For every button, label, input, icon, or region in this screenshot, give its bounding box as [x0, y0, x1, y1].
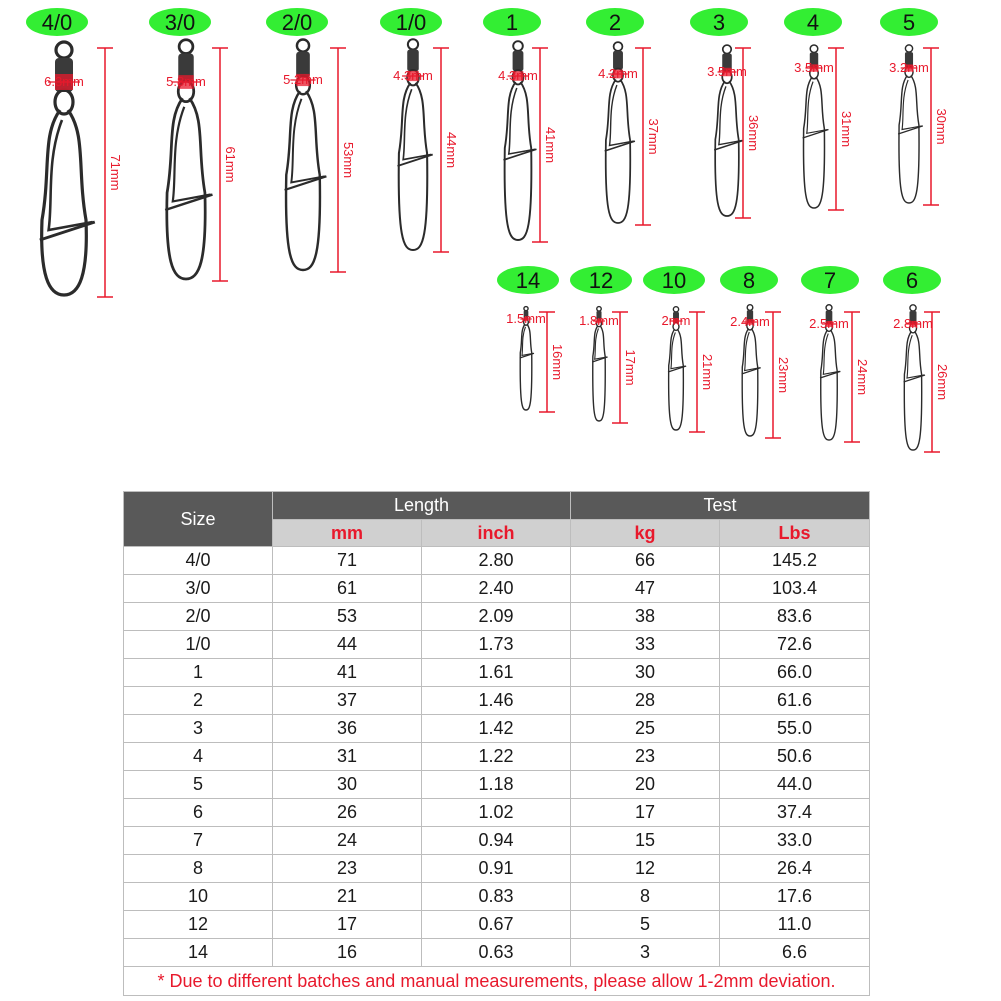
swivel-item — [149, 8, 238, 281]
swivel-item — [883, 266, 950, 452]
test-header: Test — [571, 492, 870, 520]
swivel-item — [570, 266, 638, 423]
mm-cell: 37 — [273, 687, 422, 715]
length-label: 37mm — [646, 118, 661, 155]
inch-cell: 1.73 — [422, 631, 571, 659]
swivel-item — [483, 8, 558, 242]
inch-cell: 2.09 — [422, 603, 571, 631]
length-label: 23mm — [776, 356, 791, 394]
inch-cell: 0.67 — [422, 911, 571, 939]
lbs-cell: 72.6 — [720, 631, 870, 659]
mm-cell: 16 — [273, 939, 422, 967]
lbs-cell: 11.0 — [720, 911, 870, 939]
mm-cell: 17 — [273, 911, 422, 939]
lbs-cell: 145.2 — [720, 547, 870, 575]
size-badge-label: 1 — [505, 10, 519, 35]
size-badge-label: 14 — [515, 268, 541, 293]
width-label: 4.2mm — [598, 66, 638, 81]
length-label: 17mm — [623, 349, 638, 386]
inch-cell: 0.91 — [422, 855, 571, 883]
swivel-item — [497, 266, 565, 412]
table-row — [124, 799, 870, 827]
kg-cell: 17 — [571, 799, 720, 827]
size-badge-label: 1/0 — [395, 10, 427, 35]
kg-cell: 12 — [571, 855, 720, 883]
inch-cell: 0.63 — [422, 939, 571, 967]
mm-cell: 71 — [273, 547, 422, 575]
inch-cell: 1.02 — [422, 799, 571, 827]
swivel-item — [720, 266, 791, 438]
width-label: 1.5mm — [506, 311, 546, 326]
mm-cell: 36 — [273, 715, 422, 743]
lbs-cell: 61.6 — [720, 687, 870, 715]
inch-cell: 1.61 — [422, 659, 571, 687]
lbs-cell: 37.4 — [720, 799, 870, 827]
size-badge-label: 4 — [806, 10, 820, 35]
size-badge-label: 7 — [823, 268, 837, 293]
length-label: 53mm — [341, 141, 356, 179]
size-badge-label: 2/0 — [281, 10, 313, 35]
table-row — [124, 939, 870, 967]
lbs-cell: 6.6 — [720, 939, 870, 967]
kg-cell: 66 — [571, 547, 720, 575]
swivel-size-illustration — [0, 0, 1001, 480]
length-label: 44mm — [444, 131, 459, 169]
table-row — [124, 547, 870, 575]
kg-cell: 33 — [571, 631, 720, 659]
kg-cell: 23 — [571, 743, 720, 771]
inch-cell: 1.46 — [422, 687, 571, 715]
swivel-item — [643, 266, 715, 432]
size-badge-label: 4/0 — [41, 10, 73, 35]
size-cell: 1 — [124, 659, 273, 687]
size-cell: 14 — [124, 939, 273, 967]
size-badge-label: 3/0 — [164, 10, 196, 35]
length-label: 71mm — [108, 154, 123, 191]
lbs-cell: 83.6 — [720, 603, 870, 631]
length-header: Length — [273, 492, 571, 520]
swivel-item — [266, 8, 356, 272]
lbs-cell: 103.4 — [720, 575, 870, 603]
kg-header: kg — [571, 520, 720, 547]
length-label: 26mm — [935, 363, 950, 401]
mm-cell: 26 — [273, 799, 422, 827]
width-label: 2.5mm — [809, 316, 849, 331]
width-label: 3.5mm — [794, 60, 834, 75]
mm-cell: 41 — [273, 659, 422, 687]
width-label: 2mm — [661, 313, 691, 328]
swivel-item — [690, 8, 761, 218]
inch-cell: 1.42 — [422, 715, 571, 743]
width-label: 1.8mm — [579, 313, 619, 328]
deviation-note: * Due to different batches and manual measurements, please allow 1-2mm deviation. — [124, 967, 870, 996]
swivel-item — [380, 8, 459, 252]
size-cell: 10 — [124, 883, 273, 911]
width-label: 2.8mm — [893, 316, 933, 331]
length-label: 36mm — [746, 114, 761, 152]
inch-cell: 1.22 — [422, 743, 571, 771]
length-label: 61mm — [223, 146, 238, 183]
mm-cell: 21 — [273, 883, 422, 911]
size-badge-label: 2 — [608, 10, 622, 35]
size-badge-label: 6 — [905, 268, 919, 293]
size-cell: 3/0 — [124, 575, 273, 603]
table-row — [124, 631, 870, 659]
size-cell: 8 — [124, 855, 273, 883]
table-row — [124, 911, 870, 939]
lbs-cell: 26.4 — [720, 855, 870, 883]
kg-cell: 5 — [571, 911, 720, 939]
kg-cell: 3 — [571, 939, 720, 967]
width-label: 5.2mm — [283, 72, 323, 87]
size-header: Size — [124, 492, 273, 547]
width-label: 4.3mm — [393, 68, 433, 83]
size-badge-label: 10 — [661, 268, 687, 293]
lbs-cell: 33.0 — [720, 827, 870, 855]
lbs-header: Lbs — [720, 520, 870, 547]
length-label: 41mm — [543, 126, 558, 164]
width-label: 6.3mm — [44, 74, 84, 89]
kg-cell: 20 — [571, 771, 720, 799]
kg-cell: 15 — [571, 827, 720, 855]
table-row — [124, 603, 870, 631]
size-badge-label: 8 — [742, 268, 756, 293]
length-label: 16mm — [550, 343, 565, 381]
size-badge-label: 3 — [712, 10, 726, 35]
inch-cell: 1.18 — [422, 771, 571, 799]
table-body — [124, 547, 870, 967]
swivel-item — [801, 266, 870, 442]
size-cell: 2 — [124, 687, 273, 715]
length-label: 21mm — [700, 353, 715, 391]
mm-cell: 61 — [273, 575, 422, 603]
kg-cell: 28 — [571, 687, 720, 715]
size-cell: 4/0 — [124, 547, 273, 575]
kg-cell: 38 — [571, 603, 720, 631]
width-label: 3.5mm — [707, 64, 747, 79]
lbs-cell: 55.0 — [720, 715, 870, 743]
inch-cell: 0.83 — [422, 883, 571, 911]
size-spec-table — [123, 491, 870, 996]
width-label: 2.4mm — [730, 314, 770, 329]
inch-cell: 0.94 — [422, 827, 571, 855]
mm-cell: 53 — [273, 603, 422, 631]
table-row — [124, 659, 870, 687]
size-cell: 5 — [124, 771, 273, 799]
kg-cell: 8 — [571, 883, 720, 911]
length-label: 31mm — [839, 110, 854, 148]
size-badge-label: 12 — [588, 268, 614, 293]
swivel-item — [26, 8, 123, 297]
lbs-cell: 17.6 — [720, 883, 870, 911]
width-label: 5.8mm — [166, 74, 206, 89]
length-label: 30mm — [934, 108, 949, 145]
table-row — [124, 715, 870, 743]
width-label: 3.2mm — [889, 60, 929, 75]
swivel-item — [880, 8, 949, 205]
swivel-item — [586, 8, 661, 225]
inch-cell: 2.80 — [422, 547, 571, 575]
kg-cell: 47 — [571, 575, 720, 603]
size-cell: 1/0 — [124, 631, 273, 659]
size-cell: 4 — [124, 743, 273, 771]
mm-cell: 24 — [273, 827, 422, 855]
table-row — [124, 575, 870, 603]
mm-header: mm — [273, 520, 422, 547]
lbs-cell: 44.0 — [720, 771, 870, 799]
table-row — [124, 883, 870, 911]
inch-cell: 2.40 — [422, 575, 571, 603]
size-badge-label: 5 — [902, 10, 916, 35]
inch-header: inch — [422, 520, 571, 547]
kg-cell: 25 — [571, 715, 720, 743]
mm-cell: 30 — [273, 771, 422, 799]
width-label: 4.3mm — [498, 68, 538, 83]
lbs-cell: 66.0 — [720, 659, 870, 687]
length-label: 24mm — [855, 358, 870, 396]
table-row — [124, 855, 870, 883]
table-row — [124, 687, 870, 715]
lbs-cell: 50.6 — [720, 743, 870, 771]
size-cell: 2/0 — [124, 603, 273, 631]
table-row — [124, 771, 870, 799]
table-row — [124, 743, 870, 771]
table-row — [124, 827, 870, 855]
kg-cell: 30 — [571, 659, 720, 687]
size-cell: 7 — [124, 827, 273, 855]
size-cell: 6 — [124, 799, 273, 827]
size-cell: 3 — [124, 715, 273, 743]
swivel-item — [784, 8, 854, 210]
mm-cell: 23 — [273, 855, 422, 883]
mm-cell: 44 — [273, 631, 422, 659]
mm-cell: 31 — [273, 743, 422, 771]
size-cell: 12 — [124, 911, 273, 939]
